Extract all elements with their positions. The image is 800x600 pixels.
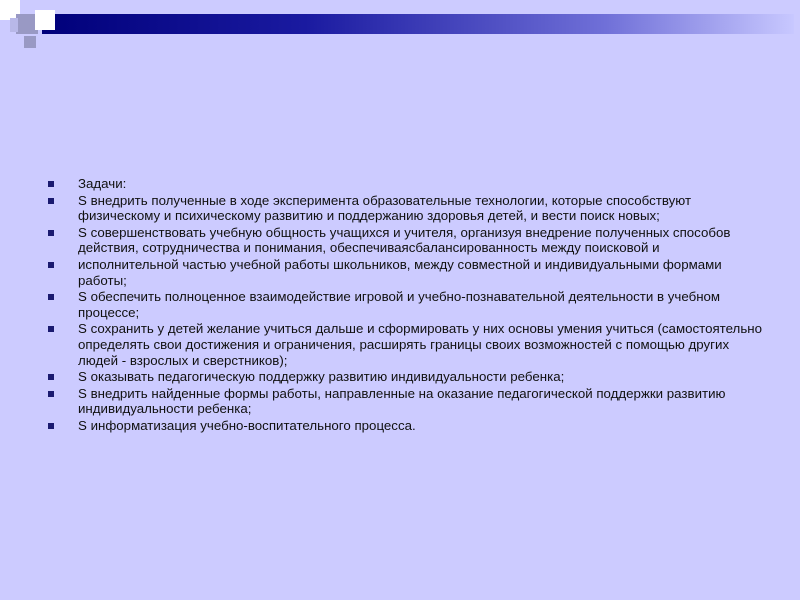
bullet-list — [48, 176, 768, 434]
bullet-icon — [48, 230, 54, 236]
bullet-icon — [48, 326, 54, 332]
bullet-icon — [48, 181, 54, 187]
list-item — [48, 225, 768, 256]
list-item — [48, 193, 768, 224]
list-item — [48, 418, 768, 434]
decor-square — [10, 18, 18, 32]
list-item — [48, 369, 768, 385]
list-item-text: исполнительной частью учебной работы школьников, между совместной и индивидуальными формами работы; — [78, 256, 722, 288]
list-item — [48, 176, 768, 192]
header-bar — [42, 14, 794, 34]
bullet-icon — [48, 423, 54, 429]
list-item-text: S сохранить у детей желание учиться дальше и сформировать у них основы умения учиться (самостоятельно определять свои достижения и ограничения, расширять границы своих возможностей с помощью других людей - взрослых и сверстников); — [78, 321, 762, 368]
bullet-icon — [48, 262, 54, 268]
decor-square — [24, 36, 36, 48]
list-item — [48, 257, 768, 288]
bullet-icon — [48, 391, 54, 397]
bullet-icon — [48, 374, 54, 380]
decor-square — [35, 10, 55, 30]
bullet-icon — [48, 294, 54, 300]
bullet-list-container — [48, 176, 768, 435]
list-item-text: S внедрить полученные в ходе эксперимента образовательные технологии, которые способствуют физическому и психическому развитию и поддержанию здоровья детей, и вести поиск новых; — [78, 192, 692, 224]
list-item — [48, 321, 768, 368]
list-item-text: S совершенствовать учебную общность учащихся и учителя, организуя внедрение полученных способов действия, сотрудничества и понимания, обеспечиваясбалансированность между поисковой и — [78, 224, 731, 256]
bullet-icon — [48, 198, 54, 204]
list-item-text: S оказывать педагогическую поддержку развитию индивидуальности ребенка; — [78, 369, 565, 385]
list-item-text: Задачи: — [78, 176, 127, 191]
list-item-text: S обеспечить полноценное взаимодействие игровой и учебно-познавательной деятельности в учебном процессе; — [78, 289, 721, 320]
list-item-text: S внедрить найденные формы работы, направленные на оказание педагогической поддержки развитию индивидуальности ребенка; — [78, 385, 726, 417]
list-item — [48, 386, 768, 417]
list-item-text: S информатизация учебно-воспитательного процесса. — [78, 417, 416, 433]
list-item — [48, 289, 768, 320]
